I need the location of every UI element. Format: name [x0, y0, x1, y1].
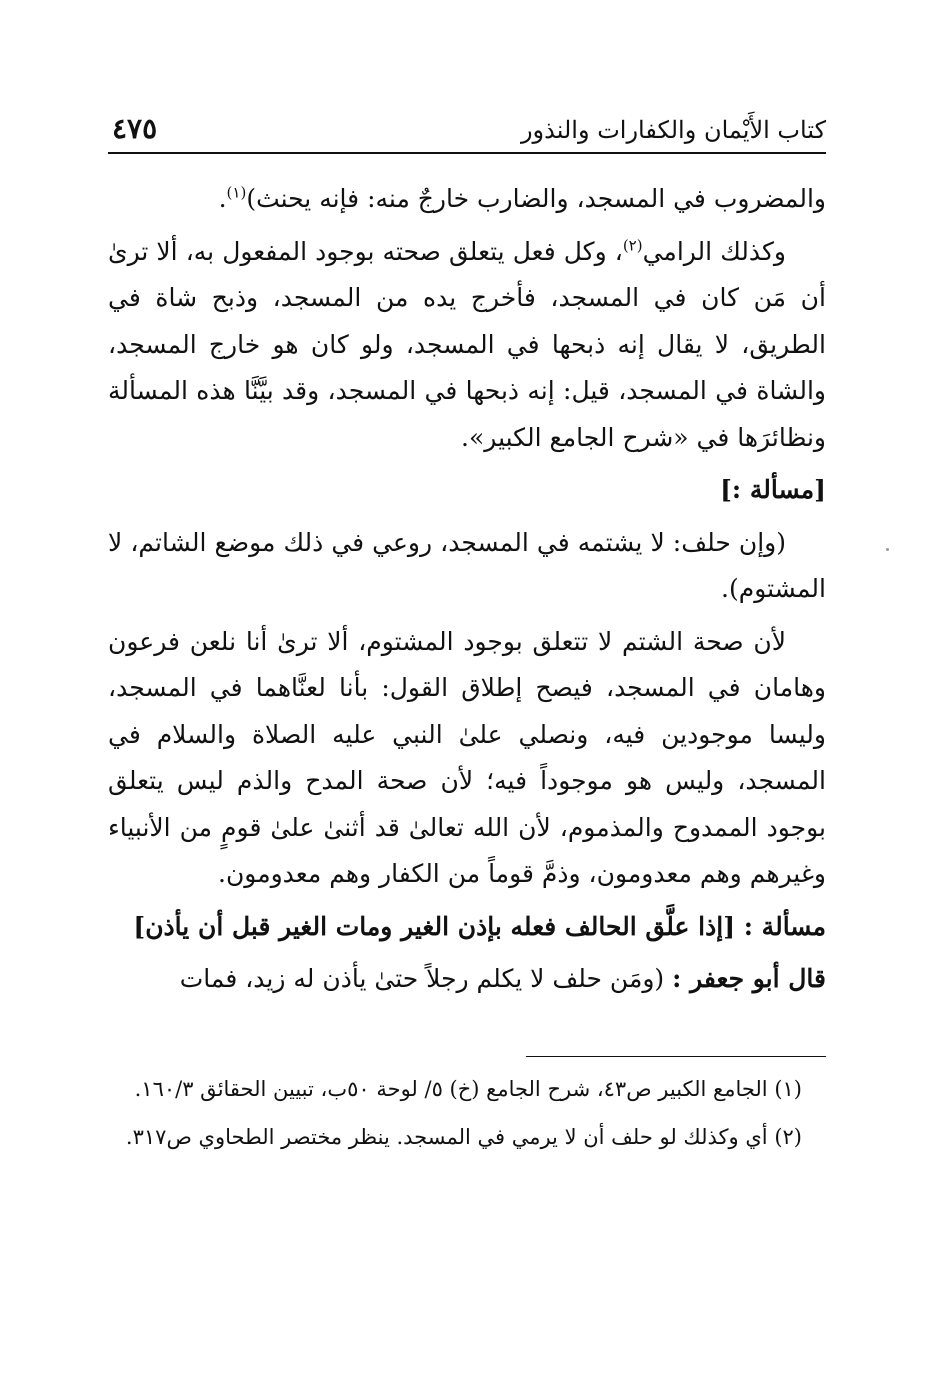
book-page — [108, 0, 826, 1377]
footnotes — [108, 1070, 826, 1166]
section-heading-2: مسألة : [إذا علَّق الحالف فعله بإذن الغير ومات الغير قبل أن يأذن] — [133, 911, 826, 941]
paragraph-1: والمضروب في المسجد، والضارب خارجٌ منه: فإنه يحنث)$^{(١)}$. — [218, 183, 826, 213]
footnote-separator — [526, 1056, 826, 1057]
paragraph-2: وكذلك الرامي$^{(٢)}$، وكل فعل يتعلق صحته بوجود المفعول به، ألا ترىٰ أن مَن كان في المسجد، فأخرج يده من المسجد، وذبح شاة في الطريق، لا يقال إنه ذبحها في المسجد، ولو كان هو خارج المسجد، والشاة في المسجد، قيل: إنه ذبحها في المسجد، وقد بيَّنَّا هذه المسألة ونظائرَها في «شرح الجامع الكبير». — [108, 236, 826, 452]
page-number: ٤٧٥ — [112, 112, 158, 145]
margin-speck — [886, 548, 889, 551]
main-text — [108, 176, 826, 1009]
speaker-label: قال أبو جعفر : — [672, 964, 826, 993]
footnote-ref-1: (١) — [226, 183, 247, 202]
footnote-ref-2: (٢) — [622, 236, 643, 255]
paragraph-3: (وإن حلف: لا يشتمه في المسجد، روعي في ذلك موضع الشاتم، لا المشتوم). — [108, 527, 826, 603]
section-heading-1: [مسألة :] — [720, 475, 826, 504]
page-header — [108, 112, 826, 154]
running-title: كتاب الأَيْمان والكفارات والنذور — [520, 116, 826, 144]
paragraph-5: قال أبو جعفر : (ومَن حلف لا يكلم رجلاً حتىٰ يأذن له زيد، فمات — [179, 964, 826, 993]
footnote-1: (١) الجامع الكبير ص٤٣، شرح الجامع (خ) ٥/ لوحة ٥٠ب، تبيين الحقائق ١٦٠/٣. — [134, 1077, 802, 1101]
paragraph-4: لأن صحة الشتم لا تتعلق بوجود المشتوم، ألا ترىٰ أنا نلعن فرعون وهامان في المسجد، فيصح إطلاق القول: بأنا لعنَّاهما في المسجد، وليسا موجودين فيه، ونصلي علىٰ النبي عليه الصلاة والسلام في المسجد، وليس هو موجوداً فيه؛ لأن صحة المدح والذم ليس يتعلق بوجود الممدوح والمذموم، لأن الله تعالىٰ قد أثنىٰ علىٰ قومٍ من الأنبياء وغيرهم وهم معدومون، وذمَّ قوماً من الكفار وهم معدومون. — [108, 626, 826, 888]
footnote-2: (٢) أي وكذلك لو حلف أن لا يرمي في المسجد. ينظر مختصر الطحاوي ص٣١٧. — [125, 1125, 802, 1149]
